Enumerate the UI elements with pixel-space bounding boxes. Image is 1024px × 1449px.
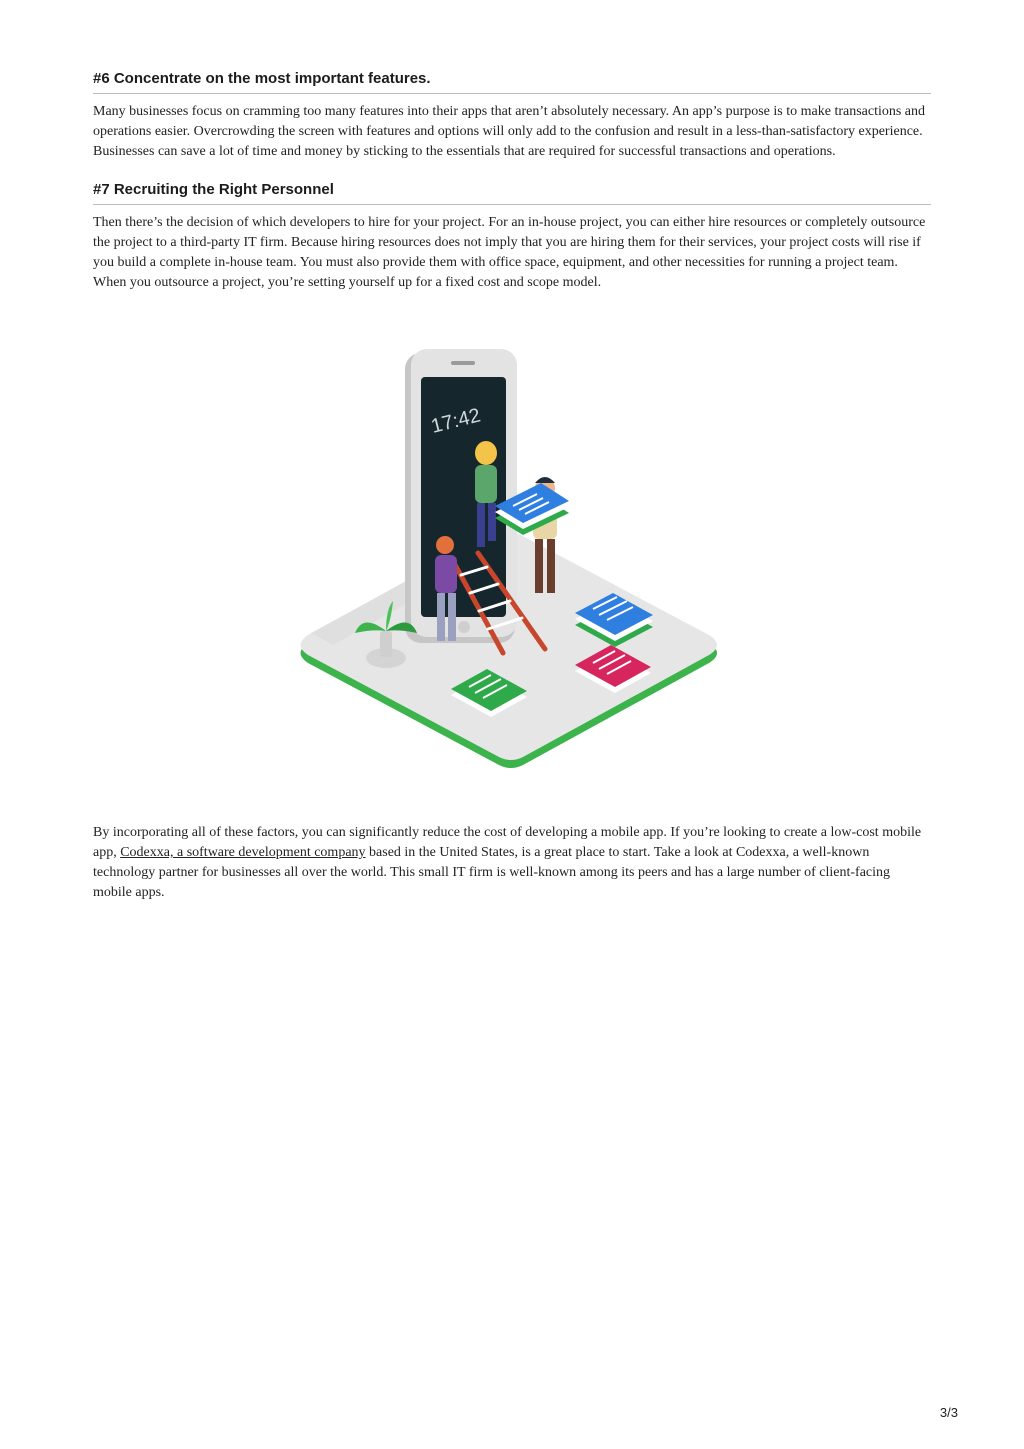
section-6-paragraph: Many businesses focus on cramming too many features into their apps that aren’t absolutely necessary. An app’s purpose is to make transactions and operations easier. Overcrowding the screen with features and options will only add to the confusion and result in a less-than-satisfactory experience. Businesses can save a lot of time and money by sticking to the essentials that are required for successful transactions and operations.	[93, 104, 926, 159]
phone-home-button	[458, 621, 470, 633]
mobile-app-team-illustration	[93, 313, 931, 803]
closing-text-after-link: based in the United States, is a great place to start. Take a look at Codexxa, a well-known technology partner for businesses all over the world. This small IT firm is well-known among its peers and has a large number of client-facing mobile apps.	[93, 845, 891, 900]
section-7-heading: #7 Recruiting the Right Personnel	[93, 181, 931, 205]
phone-clock: 17:42	[428, 404, 483, 438]
codexxa-link[interactable]: Codexxa, a software development company	[120, 845, 366, 860]
phone-speaker	[451, 361, 475, 365]
illustration-svg	[93, 313, 931, 803]
page-number: 3/3	[939, 1405, 958, 1420]
section-7	[93, 181, 931, 293]
article	[93, 70, 931, 903]
section-6-heading: #6 Concentrate on the most important features.	[93, 70, 931, 94]
closing-text-before-link: By incorporating all of these factors, you can significantly reduce the cost of developing a mobile app. If you’re looking to create a low-cost mobile app,	[93, 825, 922, 860]
phone	[405, 349, 517, 643]
section-7-paragraph: Then there’s the decision of which developers to hire for your project. For an in-house project, you can either hire resources or completely outsource the project to a third-party IT firm. Because hiring resources does not imply that you are hiring them for their services, your project costs will rise if you build a complete in-house team. You must also provide them with office space, equipment, and other necessities for running a project team. When you outsource a project, you’re setting yourself up for a fixed cost and scope model.	[93, 215, 926, 290]
section-6	[93, 70, 931, 162]
closing-paragraph	[93, 823, 931, 903]
